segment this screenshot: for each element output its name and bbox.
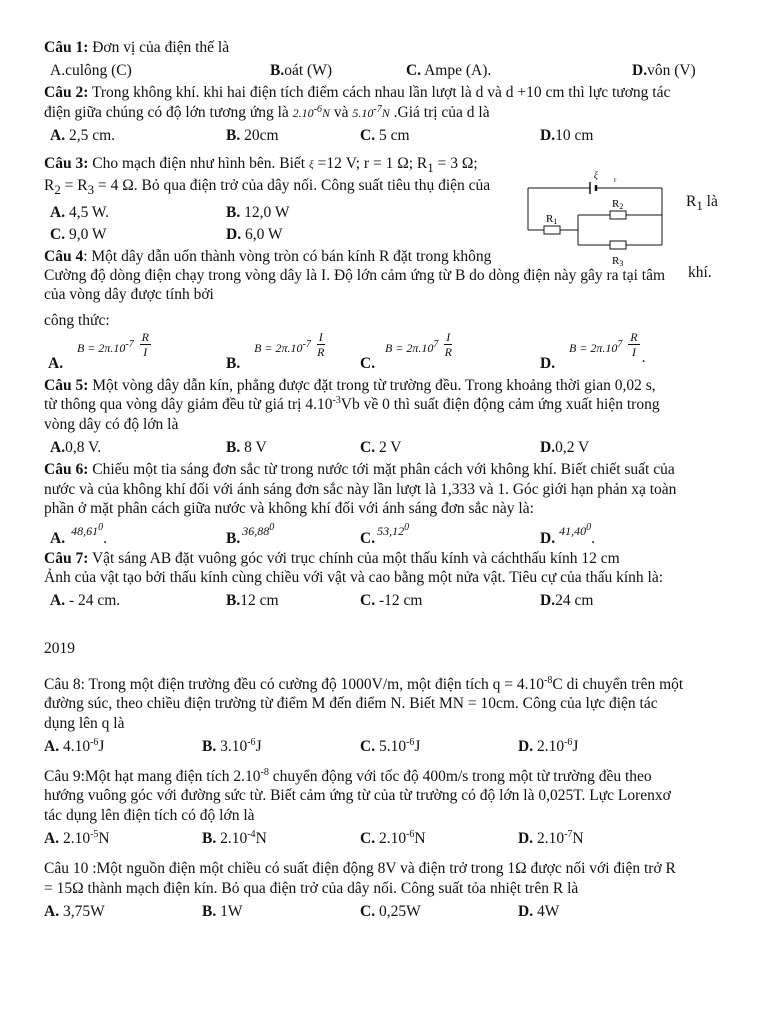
force-value-2: $5.10^{-7}N$	[352, 103, 390, 120]
circuit-diagram	[522, 170, 697, 270]
option-d: D. 6,0 W	[226, 225, 283, 243]
r3-label: R3	[612, 255, 624, 268]
question-1-options	[44, 61, 724, 83]
resistor-r3	[610, 241, 626, 249]
option-b: B. 12,0 W	[226, 203, 290, 221]
question-label: Câu 4	[44, 247, 84, 265]
question-7-options	[44, 591, 724, 613]
battery-icon	[590, 182, 596, 194]
question-5-options	[44, 438, 724, 460]
option-b: B. $3.10^{-6}J$	[202, 736, 262, 756]
option-a: A. 2,5 cm.	[50, 127, 116, 145]
option-c: C. $5.10^{-6}J$	[360, 736, 421, 756]
option-c: C. Ampe (A).	[406, 62, 492, 80]
option-d: D. 4W	[518, 902, 560, 920]
option-c: C. 0,25W	[360, 902, 421, 920]
resistor-r2	[610, 211, 626, 219]
option-b: B. 1W	[202, 902, 243, 920]
question-8: Câu 8: Trong một điện trường đều có cường độ 1000V/m, một điện tích $q = 4.10^{-8}C$ di chuyển trên một đường súc, theo chiều điện trường từ điểm M đến điểm N. Biết MN = 10cm. Công của lực điện tác dụng lên q là	[44, 674, 684, 732]
question-8-options	[44, 737, 724, 759]
question-label: Câu 1:	[44, 39, 89, 56]
option-d: D. $^{41,40^0}$.	[540, 521, 595, 547]
question-6-options	[44, 523, 724, 549]
option-c: C. $^{53,12^0}$	[360, 521, 410, 547]
option-b: B.oát (W)	[270, 62, 332, 80]
option-d: D.24 cm	[540, 592, 594, 610]
option-a: A.culông (C)	[50, 62, 132, 80]
internal-resistance-label: r	[614, 176, 617, 184]
option-b: B. 20cm	[226, 127, 279, 145]
question-4-formula-intro: công thức:	[44, 311, 110, 329]
r2-label: R2	[612, 198, 624, 211]
option-a: A. 3,75W	[44, 902, 105, 920]
option-d: D.10 cm	[540, 127, 594, 145]
question-5: Câu 5: Một vòng dây dẫn kín, phẳng được đặt trong từ trường đều. Trong khoảng thời gian 0,02 s, từ thông qua vòng dây giảm đều từ giá trị $4.10^{-3}Vb$ về 0 thì suất điện động cảm ứng xuất hiện trong vòng dây có độ lớn là	[44, 377, 660, 433]
question-10: Câu 10 :Một nguồn điện một chiều có suất điện động 8V và điện trở trong 1Ω được nối với điện trở R = 15Ω thành mạch điện kín. Bỏ qua điện trở của dây nối. Công suất tỏa nhiệt trên R là	[44, 860, 676, 897]
option-b: B. $B = 2\pi.10^{-7}$ $\frac{I}{R}$	[226, 330, 325, 373]
option-b: B.12 cm	[226, 592, 279, 610]
option-a: A. $B = 2\pi.10^{-7}$ $\frac{R}{I}$	[48, 330, 149, 373]
force-value-1: $2.10^{-6}N$	[292, 103, 331, 120]
question-4-options	[44, 330, 724, 376]
question-7: Câu 7: Vật sáng AB đặt vuông góc với trục chính của một thấu kính và cáchthấu kính 12 cm Ảnh của vật tạo bởi thấu kính cùng chiều với vật và cao bằng một nửa vật. Tiêu cự của thấu kính là:	[44, 549, 664, 586]
option-d: D. $2.10^{-7}N$	[518, 829, 584, 848]
question-label: Câu 6:	[44, 461, 89, 479]
question-3-tail: $R_1$ là	[686, 193, 718, 214]
option-c: C. 9,0 W	[50, 225, 107, 243]
option-c: C. 2 V	[360, 439, 402, 457]
option-c: C. $B = 2\pi.10^7$ $\frac{I}{R}$	[360, 330, 452, 373]
resistor-r1	[544, 226, 560, 234]
emf-label: ξ	[594, 170, 598, 180]
question-9-options	[44, 829, 724, 851]
option-c: C. $2.10^{-6}N$	[360, 829, 426, 848]
question-label: Câu 7:	[44, 549, 89, 567]
option-a: A. $4.10^{-6}J$	[44, 736, 105, 756]
question-label: Câu 5:	[44, 377, 89, 395]
option-d: D. $B = 2\pi.10^7$ $\frac{R}{I}$ .	[540, 330, 646, 373]
question-4: Câu 4: Một dây dẫn uốn thành vòng tròn có bán kính R đặt trong không Cường độ dòng điện chạy trong vòng dây là I. Độ lớn cảm ứng từ B do dòng điện này gây ra tại tâm của vòng dây được tính bởi	[44, 247, 666, 304]
r1-label: R1	[546, 213, 558, 226]
option-b: B. $^{36,88^0}$	[226, 521, 275, 547]
question-label: Câu 3:	[44, 155, 89, 173]
year-heading: 2019	[44, 640, 75, 658]
question-2-options	[44, 126, 724, 148]
option-a: A. 4,5 W.	[50, 203, 110, 221]
question-label: Câu 2:	[44, 84, 89, 102]
question-9: Câu 9:Một hạt mang điện tích $2.10^{-8}$ chuyển động với tốc độ 400m/s trong một từ trường đều theo hướng vuông góc với đường sức từ. Biết cảm ứng từ của từ trường có độ lớn là 0,025T. Lực Lorenxơ tác dụng lên điện tích có độ lớn là	[44, 766, 671, 824]
question-text: Đơn vị của điện thế là	[88, 39, 230, 56]
option-d: D. $2.10^{-6}J$	[518, 736, 579, 756]
option-b: B. $2.10^{-4}N$	[202, 829, 267, 848]
option-a: A. - 24 cm.	[50, 592, 121, 610]
question-4-tail: khí.	[688, 264, 712, 281]
question-1	[44, 38, 724, 57]
question-10-options	[44, 902, 724, 924]
option-d: D.0,2 V	[540, 439, 590, 457]
option-a: A. $2.10^{-5}N$	[44, 829, 110, 848]
question-6: Câu 6: Chiếu một tia sáng đơn sắc từ trong nước tới mặt phân cách với không khí. Biết chiết suất của nước và của không khí đối với ánh sáng đơn sắc này lần lượt là 1,333 và 1. Góc giới hạn phản xạ toàn phần ở mặt phân cách giữa nước và không khí đối với ánh sáng đơn sắc này là:	[44, 461, 677, 518]
option-a: A.0,8 V.	[50, 439, 102, 457]
option-b: B. 8 V	[226, 439, 267, 457]
option-a: A. $^{48,61^0}$.	[50, 521, 107, 547]
option-c: C. -12 cm	[360, 592, 423, 610]
question-3: Câu 3: Cho mạch điện như hình bên. Biết ξ =12 V; r = 1 Ω; $R_1 = 3$ Ω; $R_2 = R_3 = 4$ Ω. Bỏ qua điện trở của dây nối. Công suất tiêu thụ điện của	[44, 155, 491, 198]
question-2: Câu 2: Trong không khí. khi hai điện tích điểm cách nhau lần lượt là d và d +10 cm thì lực tương tác điện giữa chúng có độ lớn tương ứng là $2.10^{-6}N$ và $5.10^{-7}N$ .Giá trị của d là	[44, 84, 671, 121]
option-d: D.vôn (V)	[632, 62, 696, 80]
option-c: C. 5 cm	[360, 127, 410, 145]
